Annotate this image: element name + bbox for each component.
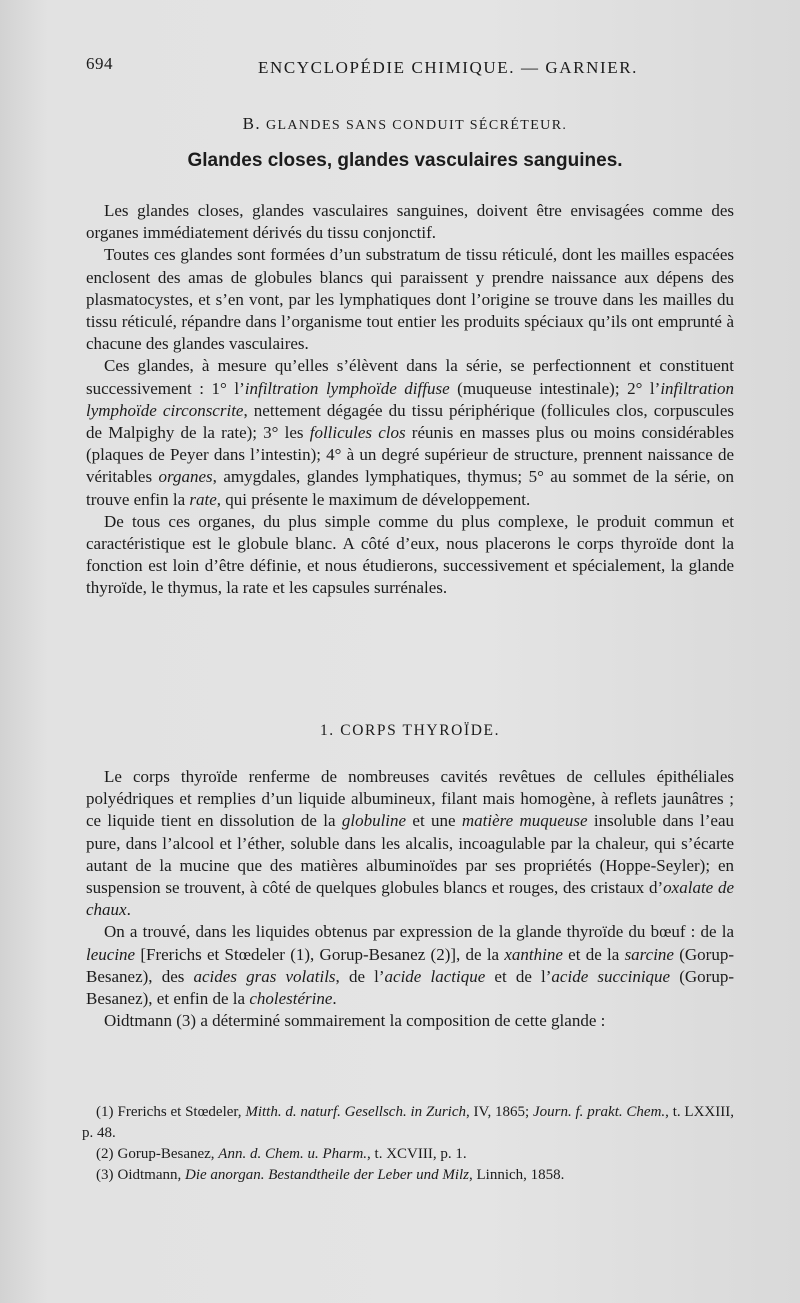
paragraph: Toutes ces glandes sont formées d’un substratum de tissu réticulé, dont les mailles espacées enclosent des amas de globules blancs qui paraissent y prendre naissance aux dépens des plasmatocystes, et s’en vont, par les lymphatiques dont l’origine se trouve dans les mailles du tissu réticulé, répandre dans l’organisme tout entier les produits spéciaux qu’ils ont emprunté à chacune des glandes vasculaires. xyxy=(86,245,734,354)
paragraph: On a trouvé, dans les liquides obtenus par expression de la glande thyroïde du bœuf : de la leucine [Frerichs et Stœdeler (1), Gorup-Besanez (2)], de la xanthine et de la sarcine (Gorup-Besanez), des acides gras volatils, de l’acide lactique et de l’acide succinique (Gorup-Besanez), et enfin de la cholestérine. xyxy=(86,922,735,1009)
section-heading xyxy=(0,114,800,134)
running-title: ENCYCLOPÉDIE CHIMIQUE. — GARNIER. xyxy=(258,58,639,77)
footnote: (3) Oidtmann, Die anorgan. Bestandtheile der Leber und Milz, Linnich, 1858. xyxy=(96,1167,565,1183)
paragraph: De tous ces organes, du plus simple comme du plus complexe, le produit commun et caractéristique est le globule blanc. A côté d’eux, nous placerons le corps thyroïde dont la fonction est loin d’être définie, et nous étudierons, successivement et spécialement, la glande thyroïde, le thymus, la rate et les capsules surrénales. xyxy=(86,511,734,598)
intro-text xyxy=(86,200,734,600)
subsection-heading: 1. CORPS THYROÏDE. xyxy=(319,722,501,739)
paragraph: Le corps thyroïde renferme de nombreuses cavités revêtues de cellules épithéliales polyédriques et remplies d’un liquide albumineux, filant mais homogène, à reflets jaunâtres ; ce liquide tient en dissolution de la globuline et une matière muqueuse insoluble dans l’eau pure, dans l’alcool et l’éther, soluble dans les alcalis, incoagulable par la chaleur, qui s’écarte autant de la mucine que des matières albuminoïdes par ses propriétés (Hoppe-Seyler); en suspension se trouvent, à côté de quelques globules blancs et rouges, des cristaux d’oxalate de chaux. xyxy=(86,767,734,920)
paragraph: Ces glandes, à mesure qu’elles s’élèvent dans la série, se perfectionnent et constituent successivement : 1° l’infiltration lymphoïde diffuse (muqueuse intestinale); 2° l’infiltration lymphoïde circonscrite, nettement dégagée du tissu périphérique (follicules clos, corpuscules de Malpighy de la rate); 3° les follicules clos réunis en masses plus ou moins considérables (plaques de Peyer dans l’intestin); 4° à un degré supérieur de structure, prennent naissance de véritables organes, amygdales, glandes lymphatiques, thymus; 5° au sommet de la série, on trouve enfin la rate, qui présente le maximum de développement. xyxy=(86,356,734,509)
section-label: GLANDES SANS CONDUIT SÉCRÉTEUR. xyxy=(265,118,568,133)
footnote: (2) Gorup-Besanez, Ann. d. Chem. u. Pharm., t. XCVIII, p. 1. xyxy=(96,1146,467,1162)
page-number: 694 xyxy=(86,54,113,73)
section-letter: B. xyxy=(242,114,262,133)
paragraph: Les glandes closes, glandes vasculaires sanguines, doivent être envisagées comme des organes immédiatement dérivés du tissu conjonctif. xyxy=(86,201,734,243)
footnotes xyxy=(82,1102,734,1186)
footnote: (1) Frerichs et Stœdeler, Mitth. d. naturf. Gesellsch. in Zurich, IV, 1865; Journ. f. prakt. Chem., t. LXXIII, p. 48. xyxy=(82,1104,734,1141)
chapter-title: Glandes closes, glandes vasculaires sanguines. xyxy=(187,150,623,171)
corps-thyroide-text xyxy=(86,766,734,1032)
paragraph: Oidtmann (3) a déterminé sommairement la composition de cette glande : xyxy=(104,1011,606,1031)
